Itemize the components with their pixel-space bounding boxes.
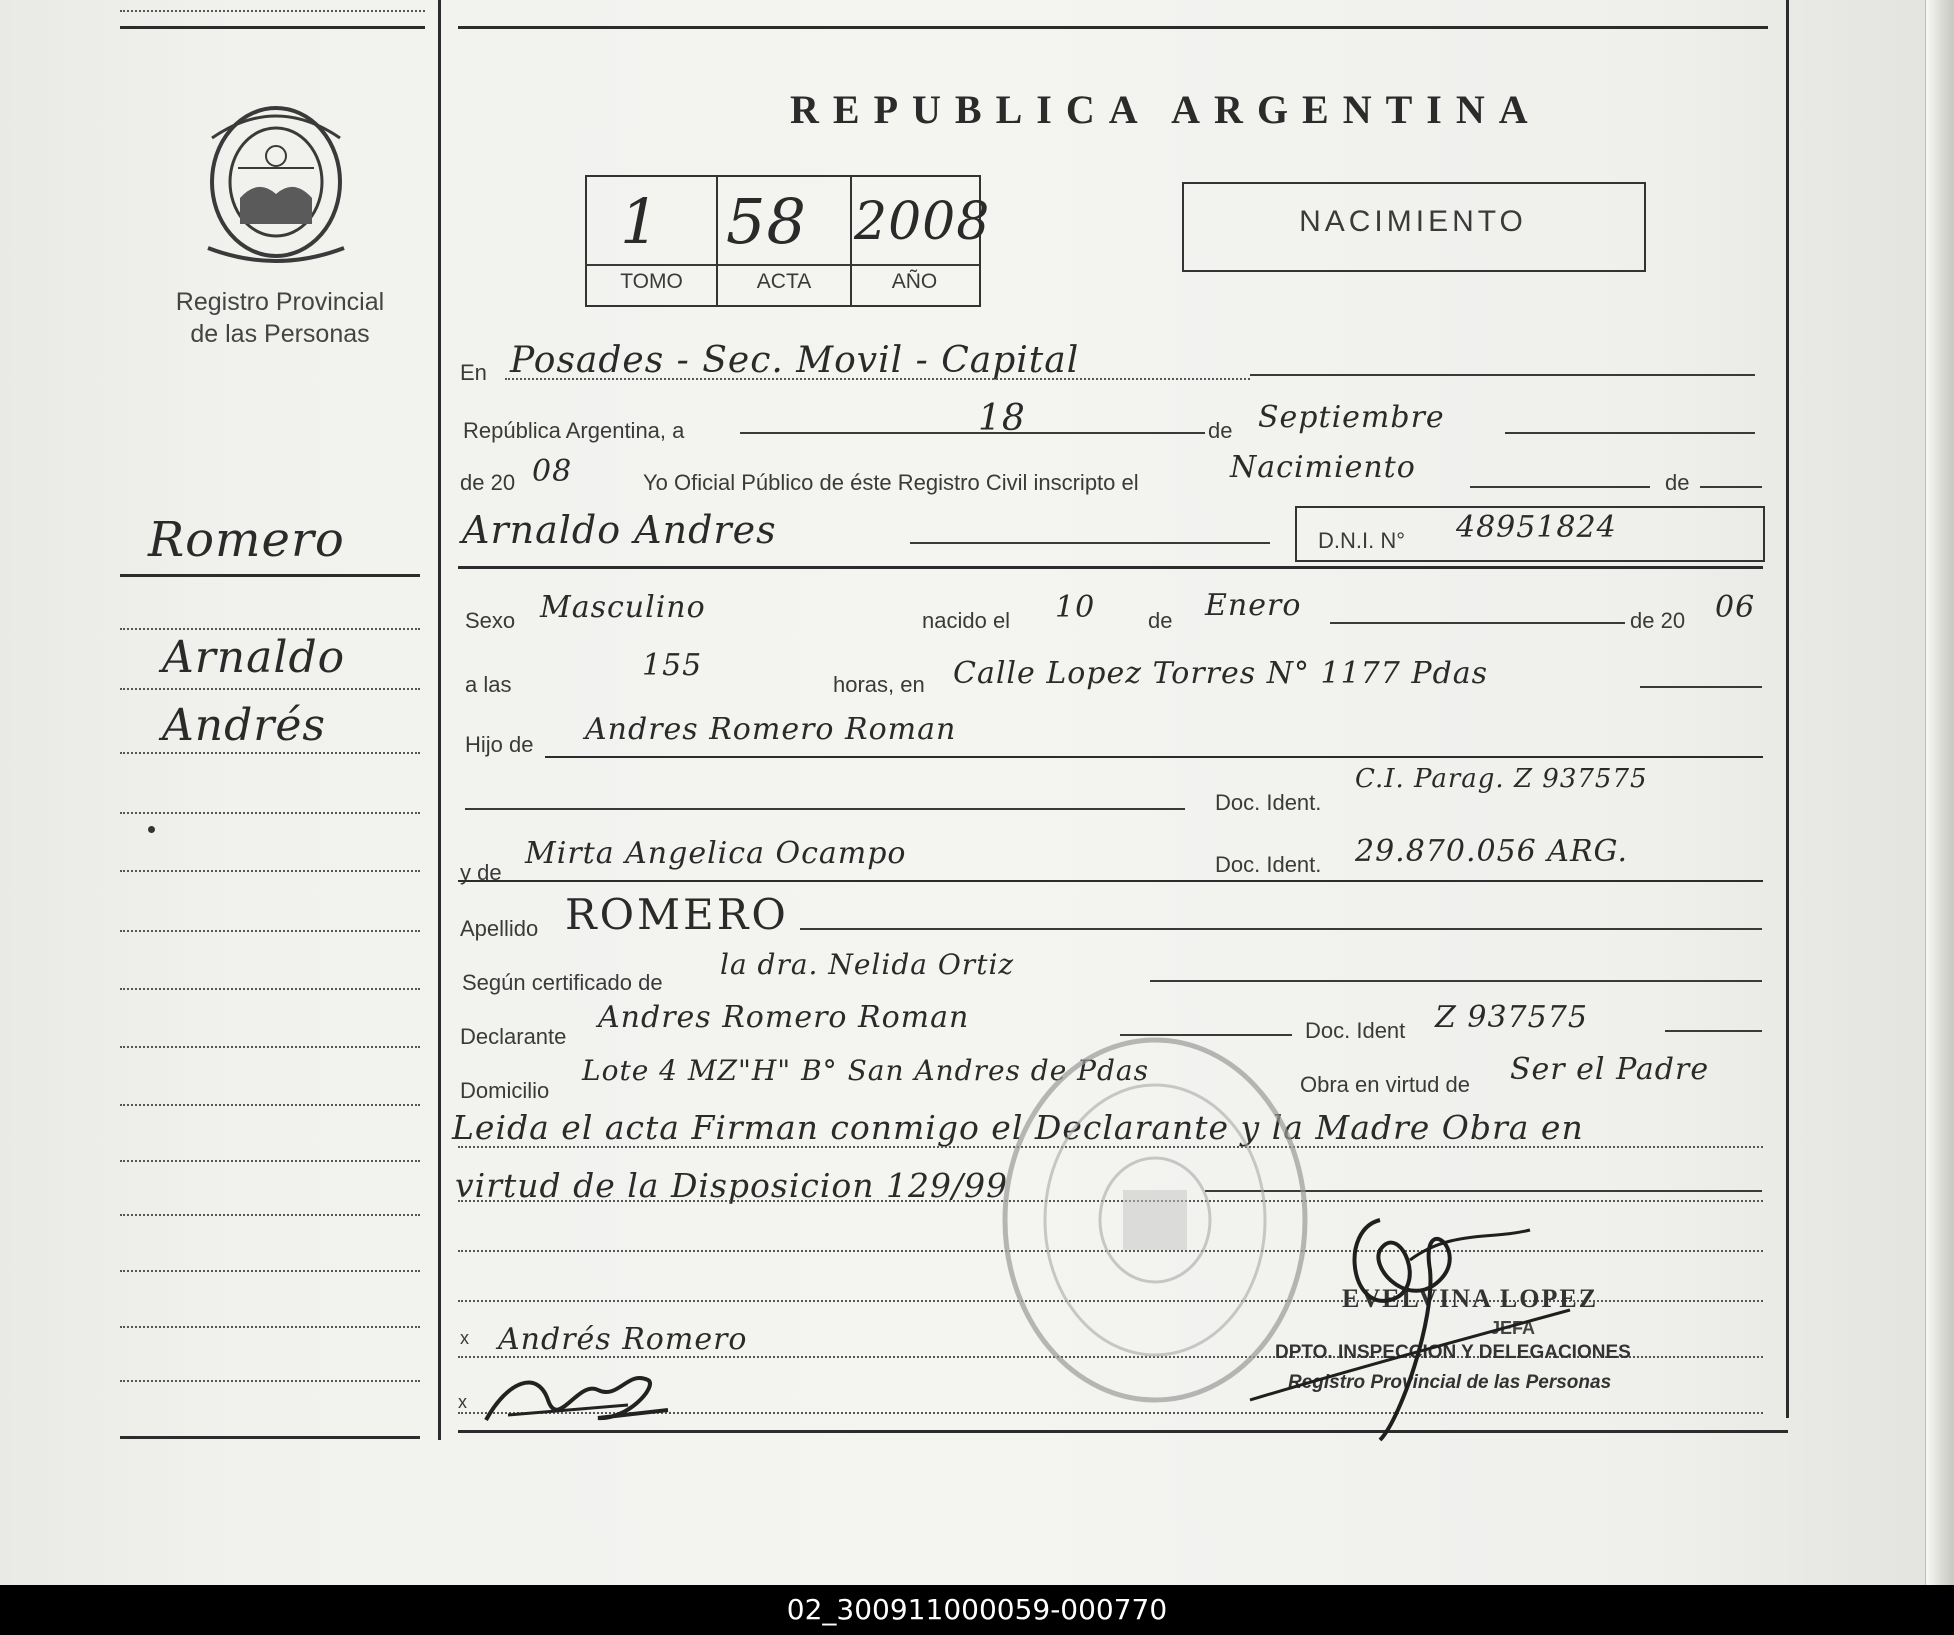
margin-dotted-3 [120,752,420,754]
horas-label: horas, en [833,672,925,697]
margin-dotted-1 [120,628,420,630]
madre-doc-value: 29.870.056 ARG. [1355,834,1628,869]
de2-label: de [1148,608,1173,633]
dni-label: D.N.I. N° [1318,528,1406,553]
doc-ident-3-label: Doc. Ident [1305,1018,1406,1043]
sexo-value: Masculino [540,590,706,625]
stamp-role: JEFA [1490,1318,1536,1338]
certificado-value: la dra. Nelida Ortiz [720,948,1015,981]
registry-line-2: de las Personas [190,320,370,348]
inscripto-line [1470,486,1650,488]
stamp-dept: DPTO. INSPECCION Y DELEGACIONES [1275,1342,1631,1363]
en-label: En [460,360,487,385]
nacido-anio-value: 06 [1715,590,1756,625]
margin-dotted-10 [120,1160,420,1162]
margin-bottom-rule [120,1436,420,1439]
margin-surname: Romero [148,512,345,568]
margin-dotted-13 [120,1326,420,1328]
margin-dotted-14 [120,1380,420,1382]
hijo-label: Hijo de [465,732,534,757]
apellido-line [800,928,1762,930]
republica-label: República Argentina, a [463,418,685,443]
anio-suffix-value: 08 [532,454,573,489]
hora-value: 155 [642,648,703,683]
domicilio-value: Lote 4 MZ"H" B° San Andres de Pdas [582,1054,1149,1087]
declarante-doc-line [1665,1030,1762,1032]
nacido-dia-value: 10 [1055,590,1096,625]
domicilio-label: Domicilio [460,1078,550,1103]
mes-line [1505,432,1755,434]
acta-label: ACTA [756,270,812,293]
declarante-label: Declarante [460,1024,567,1049]
lugar-nac-line [1640,686,1762,688]
margin-dotted-7 [120,988,420,990]
obra-value: Ser el Padre [1510,1052,1710,1087]
record-box-divider [585,264,979,266]
nota-line-1: Leida el acta Firman conmigo el Declarante y la Madre Obra en [452,1108,1584,1147]
margin-dotted-6 [120,930,420,932]
official-signature-icon [1230,1190,1590,1450]
acta-value: 58 [726,185,807,258]
nacido-mes-line [1330,622,1625,624]
de-label: de [1208,418,1233,443]
registry-line-1: Registro Provincial [175,288,385,316]
nombre-value: Arnaldo Andres [462,508,777,552]
apellido-value: ROMERO [565,890,789,939]
tomo-label: TOMO [620,270,683,293]
padre-doc-value: C.I. Parag. Z 937575 [1355,764,1648,794]
margin-dotted-9 [120,1104,420,1106]
mes-value: Septiembre [1258,400,1445,435]
margin-rule-surname [120,574,420,577]
doc-ident-1-label: Doc. Ident. [1215,790,1322,815]
hijo-rule [545,756,1763,758]
de-end-label: de [1665,470,1690,495]
margin-dotted-4 [120,812,420,814]
declarante-doc-value: Z 937575 [1435,1000,1588,1035]
segun-label: Según certificado de [462,970,663,995]
alas-label: a las [465,672,512,697]
firma-mark-2: x [458,1392,467,1412]
page-edge [1925,0,1954,1585]
nota-line-2: virtud de la Disposicion 129/99 [455,1166,1009,1205]
right-border [1786,0,1789,1418]
footer-bar [0,1585,1954,1635]
margin-given-2: Andrés [162,700,326,751]
margin-dotted-2 [120,688,420,690]
en-line [1250,374,1755,376]
yde-label: y de [460,860,502,885]
nacido-mes-value: Enero [1205,588,1302,623]
sexo-label: Sexo [465,608,516,633]
nombre-line [910,542,1270,544]
footer-image-id: 02_300911000059-000770 [786,1593,1168,1626]
firma-1: Andrés Romero [498,1322,748,1357]
padre-value: Andres Romero Roman [585,712,957,747]
margin-dotted-5 [120,870,420,872]
top-rule-left [120,26,425,29]
margin-dotted-8 [120,1046,420,1048]
top-dotted-left [120,10,425,12]
stamp-name: EVELVINA LOPEZ [1342,1284,1599,1313]
inscripto-value: Nacimiento [1230,450,1416,485]
stamp-office: Registro Provincial de las Personas [1288,1372,1612,1393]
declarante-value: Andres Romero Roman [598,1000,970,1035]
oficial-label: Yo Oficial Público de éste Registro Civil inscripto el [643,470,1139,495]
rule-after-nombre [458,566,1763,569]
apellido-label: Apellido [460,916,539,941]
firma-2-signature-icon [478,1360,678,1440]
doc-ident-2-label: Doc. Ident. [1215,852,1322,877]
dia-value: 18 [978,398,1026,439]
margin-dotted-12 [120,1270,420,1272]
de20-label: de 20 [460,470,516,495]
anio-value: 2008 [854,192,991,252]
dia-line [740,432,1205,434]
page-title: REPUBLICA ARGENTINA [790,87,1542,132]
dni-value: 48951824 [1456,510,1617,545]
margin-given-1: Arnaldo [162,632,346,683]
margin-dot-mark [148,826,155,833]
top-rule-right [458,26,1768,29]
lugar-value: Posades - Sec. Movil - Capital [510,340,1080,381]
record-type-label: NACIMIENTO [1299,205,1527,238]
margin-dotted-11 [120,1214,420,1216]
registry-name [140,286,420,350]
padre-doc-line [465,808,1185,810]
de20-2-label: de 20 [1630,608,1686,633]
madre-value: Mirta Angelica Ocampo [525,836,907,871]
tomo-value: 1 [620,185,661,258]
column-divider [438,0,441,1440]
lugar-nac-value: Calle Lopez Torres N° 1177 Pdas [953,656,1489,691]
nacido-label: nacido el [922,608,1011,633]
anio-label: AÑO [891,270,938,293]
madre-rule [458,880,1763,882]
firma-mark-1: x [460,1328,469,1348]
obra-label: Obra en virtud de [1300,1072,1470,1097]
certificado-line [1150,980,1762,982]
de-end-line [1700,486,1762,488]
en-dotted [505,378,1250,380]
misiones-seal-icon [198,98,354,266]
